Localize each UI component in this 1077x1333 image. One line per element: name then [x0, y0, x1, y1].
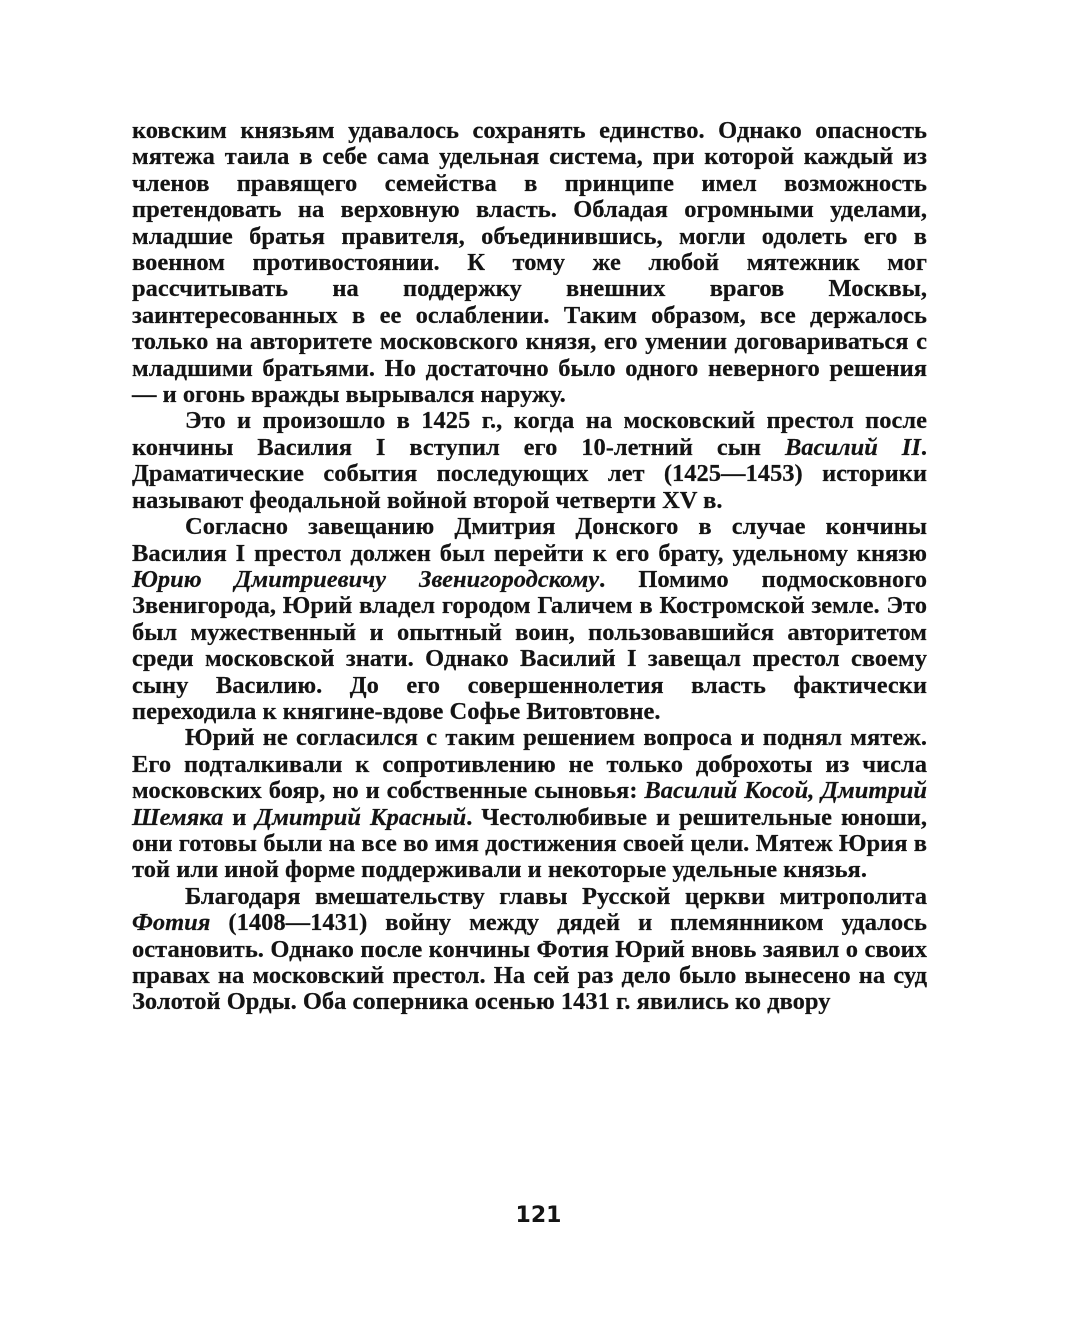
text-run: историки называют	[132, 460, 927, 514]
text-run: Юрий не согласился с таким решением вопроса и поднял мятеж. Его подталкивали к сопротивлению не только доброхоты из числа московских бояр, но и собственные сыновья:	[132, 724, 927, 805]
italic-text: Василий Косой, Дмитрий Шемяка	[132, 777, 927, 831]
paragraph	[132, 884, 927, 1016]
text-run: Согласно завещанию Дмитрия Донского в случае кончины Василия I престол должен был перейти к его брату, удельному князю	[132, 513, 927, 567]
text-run: . Драматические события последующих лет	[132, 433, 927, 488]
italic-text: Дмитрий Красный	[255, 803, 467, 831]
text-run: Это и произошло в 1425 г., когда на московский престол после кончины Василия I вступил его 10-летний сын	[132, 407, 927, 461]
page-number: 121	[515, 1203, 562, 1228]
paragraph	[132, 408, 927, 514]
paragraph	[132, 725, 927, 883]
text-run: Благодаря вмешательству главы Русской церкви митрополита	[185, 882, 927, 910]
text-run: . Честолюбивые и решительные юноши, они готовы были на все во имя достижения своей цели. Мятеж Юрия в той или иной форме поддерживали и некоторые удельные князья.	[132, 803, 928, 884]
paragraph	[132, 514, 927, 725]
bold-text: (1425—1453)	[663, 460, 803, 488]
italic-text: Василий II	[784, 433, 921, 461]
text-run: и	[223, 803, 256, 831]
bold-text: феодальной войной второй четверти XV в.	[249, 486, 723, 514]
body-text	[132, 118, 927, 1016]
text-run: (1408—1431) войну между дядей и племянником удалось остановить. Однако после кончины Фотия Юрий вновь заявил о своих правах на московский престол. На сей раз дело было вынесено на суд Золотой Орды. Оба соперника осенью 1431 г. явились ко двору	[132, 909, 927, 1016]
text-run: ковским князьям удавалось сохранять единство. Однако опасность мятежа таила в себе сама удельная система, при которой каждый из членов правящего семейства в принципе имел возможность претендовать на верховную власть. Обладая огромными уделами, младшие братья правителя, объединившись, могли одолеть его в военном противостоянии. К тому же любой мятежник мог рассчитывать на поддержку внешних врагов Москвы, заинтересованных в ее ослаблении. Таким образом, все держалось только на авторитете московского князя, его умении договариваться с младшими братьями. Но достаточно было одного неверного решения — и огонь вражды вырывался наружу.	[132, 117, 927, 409]
italic-text: Юрию Дмитриевичу Звенигородскому	[132, 565, 600, 593]
italic-text: Фотия	[132, 909, 211, 937]
text-run: . Помимо подмосковного Звенигорода, Юрий владел городом Галичем в Костромской земле. Это был мужественный и опытный воин, пользовавшийся авторитетом среди московской знати. Однако Василий I завещал престол своему сыну Василию. До его совершеннолетия власть фактически переходила к княгине-вдове Софье Витовтовне.	[132, 565, 927, 725]
paragraph	[132, 118, 927, 408]
